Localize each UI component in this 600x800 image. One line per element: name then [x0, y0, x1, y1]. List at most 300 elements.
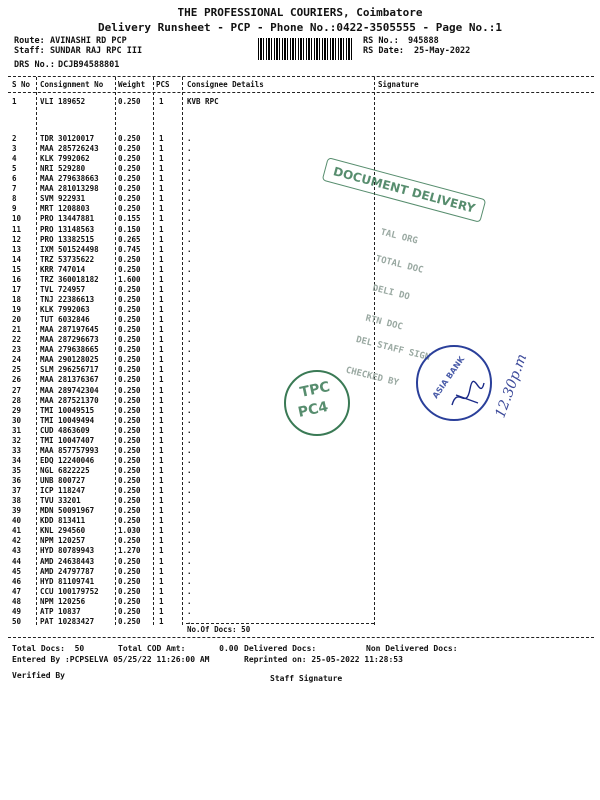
staff-label: Staff: [14, 46, 45, 56]
barcode-icon [258, 38, 353, 60]
row-pcs: 1 [159, 556, 164, 566]
row-sno: 12 [12, 234, 22, 244]
row-weight: 1.270 [118, 546, 141, 556]
row-consignment-no: MRT 1208803 [40, 204, 90, 214]
row-sno: 18 [12, 294, 22, 304]
rs-no-value: 945888 [408, 36, 439, 46]
row-weight: 0.250 [118, 606, 141, 616]
row-pcs: 1 [159, 496, 164, 506]
row-consignee: . [187, 496, 192, 506]
faint-stamp-text: CHECKED BY [344, 365, 400, 389]
row-weight: 0.250 [118, 536, 141, 546]
row-sno: 34 [12, 455, 22, 465]
row-pcs: 1 [159, 596, 164, 606]
row-pcs: 1 [159, 445, 164, 455]
row-weight: 0.250 [118, 435, 141, 445]
row-sno: 44 [12, 556, 22, 566]
row-consignment-no: PRO 13382515 [40, 234, 95, 244]
row-consignee: . [187, 415, 192, 425]
row-pcs: 1 [159, 516, 164, 526]
row-consignee: . [187, 576, 192, 586]
row-weight: 0.155 [118, 214, 141, 224]
col-signature: Signature [378, 80, 419, 89]
row-sno: 38 [12, 496, 22, 506]
row-weight: 0.250 [118, 315, 141, 325]
row-pcs: 1 [159, 415, 164, 425]
bank-seal-text: ASIA BANK [430, 354, 467, 401]
row-consignee: . [187, 274, 192, 284]
row-consignment-no: VLI 189652 [40, 97, 86, 106]
row-consignee: . [187, 154, 192, 164]
staff-value: SUNDAR RAJ RPC III [50, 46, 143, 56]
row-pcs: 1 [159, 546, 164, 556]
row-sno: 10 [12, 214, 22, 224]
runsheet-title: Delivery Runsheet - PCP - Phone No.:0422-3505555 - Page No.:1 [98, 21, 502, 34]
route-label: Route: [14, 36, 45, 46]
row-consignment-no: PAT 10283427 [40, 616, 95, 626]
row-consignee: . [187, 284, 192, 294]
row-weight: 0.250 [118, 425, 141, 435]
document-delivery-stamp: DOCUMENT DELIVERY [322, 157, 487, 223]
docs-rule [186, 623, 374, 624]
row-weight: 0.150 [118, 224, 141, 234]
row-pcs: 1 [159, 506, 164, 516]
row-consignee: . [187, 174, 192, 184]
row-sno: 19 [12, 305, 22, 315]
row-consignee: . [187, 395, 192, 405]
row-weight: 0.250 [118, 184, 141, 194]
row-sno: 28 [12, 395, 22, 405]
row-weight: 1.030 [118, 526, 141, 536]
row-consignment-no: SVM 922931 [40, 194, 86, 204]
row-sno: 47 [12, 586, 22, 596]
row-consignment-no: TNJ 22386613 [40, 294, 95, 304]
row-weight: 0.250 [118, 415, 141, 425]
rs-date-label: RS Date: [363, 46, 404, 56]
row-pcs: 1 [159, 264, 164, 274]
column-divider [36, 77, 37, 625]
column-divider [115, 77, 116, 625]
row-consignment-no: UNB 800727 [40, 476, 86, 486]
row-consignment-no: HYD 81109741 [40, 576, 95, 586]
row-consignee: . [187, 465, 192, 475]
row-consignment-no: AMD 24797787 [40, 566, 95, 576]
row-consignment-no: TUT 6032846 [40, 315, 90, 325]
row-consignee: . [187, 516, 192, 526]
row-consignment-no: TRZ 360018182 [40, 274, 99, 284]
row-consignee: . [187, 264, 192, 274]
row-sno: 36 [12, 476, 22, 486]
row-sno: 48 [12, 596, 22, 606]
row-sno: 39 [12, 506, 22, 516]
row-weight: 0.250 [118, 445, 141, 455]
row-sno: 22 [12, 335, 22, 345]
tpc-stamp-text: TPC [298, 379, 332, 401]
row-pcs: 1 [159, 365, 164, 375]
row-weight: 0.250 [118, 395, 141, 405]
row-weight: 0.250 [118, 164, 141, 174]
entered-by: Entered By :PCPSELVA 05/25/22 11:26:00 AM [12, 655, 210, 664]
row-sno: 32 [12, 435, 22, 445]
row-sno: 29 [12, 405, 22, 415]
row-pcs: 1 [159, 174, 164, 184]
col-consignment: Consignment No [40, 80, 104, 89]
column-divider [374, 77, 375, 625]
table-top-rule [8, 76, 594, 77]
row-sno: 15 [12, 264, 22, 274]
row-pcs: 1 [159, 164, 164, 174]
row-sno: 5 [12, 164, 17, 174]
row-sno: 37 [12, 486, 22, 496]
row-consignment-no: MAA 287197645 [40, 325, 99, 335]
row-consignee: . [187, 204, 192, 214]
row-consignment-no: PRO 13447881 [40, 214, 95, 224]
row-consignment-no: KLK 7992062 [40, 154, 90, 164]
row-consignment-no: MDN 50091967 [40, 506, 95, 516]
row-weight: 0.250 [118, 465, 141, 475]
row-consignment-no: MAA 281013298 [40, 184, 99, 194]
column-divider [182, 77, 183, 625]
row-consignment-no: MAA 289742304 [40, 385, 99, 395]
col-consignee: Consignee Details [187, 80, 264, 89]
row-consignee: . [187, 405, 192, 415]
row-sno: 16 [12, 274, 22, 284]
row-pcs: 1 [159, 385, 164, 395]
row-weight: 0.250 [118, 385, 141, 395]
row-consignment-no: TRZ 53735622 [40, 254, 95, 264]
row-consignee: . [187, 546, 192, 556]
row-weight: 0.250 [118, 144, 141, 154]
row-pcs: 1 [159, 476, 164, 486]
row-sno: 8 [12, 194, 17, 204]
row-consignment-no: MAA 857757993 [40, 445, 99, 455]
row-consignment-no: KLK 7992063 [40, 305, 90, 315]
row-weight: 0.250 [118, 556, 141, 566]
row-consignee: . [187, 254, 192, 264]
row-sno: 17 [12, 284, 22, 294]
total-cod-amount: Total COD Amt: 0.00 [118, 644, 239, 653]
row-consignment-no: EDQ 12240046 [40, 455, 95, 465]
row-consignee: . [187, 134, 192, 143]
row-weight: 0.250 [118, 375, 141, 385]
row-weight: 0.250 [118, 506, 141, 516]
row-consignment-no: MAA 279638665 [40, 345, 99, 355]
row-weight: 0.250 [118, 294, 141, 304]
row-consignment-no: NPM 120257 [40, 536, 86, 546]
row-consignee: . [187, 586, 192, 596]
row-pcs: 1 [159, 154, 164, 164]
row-sno: 4 [12, 154, 17, 164]
row-sno: 20 [12, 315, 22, 325]
row-pcs: 1 [159, 375, 164, 385]
row-consignment-no: MAA 287521370 [40, 395, 99, 405]
row-consignment-no: MAA 285726243 [40, 144, 99, 154]
row-consignee: . [187, 536, 192, 546]
row-consignee: . [187, 476, 192, 486]
row-weight: 0.745 [118, 244, 141, 254]
row-pcs: 1 [159, 606, 164, 616]
row-consignment-no: ATP 10837 [40, 606, 81, 616]
row-consignment-no: TDR 30120017 [40, 134, 95, 143]
row-consignee: . [187, 294, 192, 304]
faint-stamp-text: TOTAL DOC [374, 254, 425, 276]
row-weight: 0.250 [118, 596, 141, 606]
row-consignee: . [187, 596, 192, 606]
row-sno: 49 [12, 606, 22, 616]
row-sno: 7 [12, 184, 17, 194]
row-consignment-no: TMI 10049494 [40, 415, 95, 425]
row-consignee: . [187, 486, 192, 496]
row-sno: 9 [12, 204, 17, 214]
row-consignee: . [187, 506, 192, 516]
row-sno: 35 [12, 465, 22, 475]
row-sno: 31 [12, 425, 22, 435]
row-consignee: . [187, 305, 192, 315]
row-weight: 0.250 [118, 405, 141, 415]
row-weight: 0.250 [118, 516, 141, 526]
row-consignee: . [187, 385, 192, 395]
row-consignment-no: SLM 296256717 [40, 365, 99, 375]
row-weight: 0.265 [118, 234, 141, 244]
row-consignee: . [187, 214, 192, 224]
row-sno: 30 [12, 415, 22, 425]
row-weight: 0.250 [118, 335, 141, 345]
row-pcs: 1 [159, 325, 164, 335]
row-consignment-no: MAA 281376367 [40, 375, 99, 385]
row-sno: 2 [12, 134, 17, 143]
row-sno: 41 [12, 526, 22, 536]
row-weight: 0.250 [118, 486, 141, 496]
row-weight: 0.250 [118, 284, 141, 294]
row-weight: 0.250 [118, 174, 141, 184]
row-pcs: 1 [159, 335, 164, 345]
row-consignee: . [187, 325, 192, 335]
row-weight: 0.250 [118, 325, 141, 335]
drs-value: DCJB94588801 [58, 60, 120, 70]
row-consignee: . [187, 184, 192, 194]
reprinted-on: Reprinted on: 25-05-2022 11:28:53 [244, 655, 403, 664]
row-pcs: 1 [159, 305, 164, 315]
row-consignee: . [187, 244, 192, 254]
row-pcs: 1 [159, 234, 164, 244]
row-pcs: 1 [159, 214, 164, 224]
row-pcs: 1 [159, 315, 164, 325]
row-consignee: KVB RPC [187, 97, 219, 106]
col-sno: S No [12, 80, 31, 89]
row-weight: 0.250 [118, 204, 141, 214]
row-consignee: . [187, 345, 192, 355]
row-consignee: . [187, 526, 192, 536]
row-sno: 3 [12, 144, 17, 154]
row-consignee: . [187, 315, 192, 325]
faint-stamp-text: RTN DOC [364, 313, 404, 333]
rs-no-label: RS No.: [363, 36, 399, 46]
row-weight: 0.250 [118, 586, 141, 596]
row-consignment-no: NGL 6822225 [40, 465, 90, 475]
row-pcs: 1 [159, 425, 164, 435]
row-pcs: 1 [159, 345, 164, 355]
row-weight: 0.250 [118, 496, 141, 506]
no-of-docs: No.Of Docs: 50 [187, 625, 251, 634]
row-sno: 25 [12, 365, 22, 375]
row-consignment-no: TVU 33201 [40, 496, 81, 506]
handwritten-time: 12.30p.m [492, 351, 531, 421]
row-consignment-no: HYD 80789943 [40, 546, 95, 556]
row-sno: 40 [12, 516, 22, 526]
row-sno: 33 [12, 445, 22, 455]
row-pcs: 1 [159, 566, 164, 576]
row-sno: 26 [12, 375, 22, 385]
row-weight: 0.250 [118, 264, 141, 274]
row-pcs: 1 [159, 586, 164, 596]
row-sno: 1 [12, 97, 17, 106]
verified-by: Verified By [12, 671, 65, 680]
row-weight: 0.250 [118, 194, 141, 204]
row-consignee: . [187, 335, 192, 345]
row-pcs: 1 [159, 405, 164, 415]
row-sno: 42 [12, 536, 22, 546]
row-consignment-no: NPM 120256 [40, 596, 86, 606]
row-sno: 21 [12, 325, 22, 335]
row-consignment-no: IXM 501524498 [40, 244, 99, 254]
row-pcs: 1 [159, 465, 164, 475]
row-sno: 24 [12, 355, 22, 365]
row-weight: 0.250 [118, 305, 141, 315]
row-consignee: . [187, 425, 192, 435]
row-sno: 23 [12, 345, 22, 355]
row-pcs: 1 [159, 184, 164, 194]
signature-scribble-icon [448, 375, 488, 415]
row-consignment-no: TVL 724957 [40, 284, 86, 294]
row-weight: 0.250 [118, 154, 141, 164]
row-sno: 46 [12, 576, 22, 586]
row-consignment-no: MAA 279638663 [40, 174, 99, 184]
faint-stamp-text: DEL STAFF SIGN [354, 334, 431, 364]
row-sno: 45 [12, 566, 22, 576]
row-pcs: 1 [159, 486, 164, 496]
row-pcs: 1 [159, 134, 164, 143]
col-pcs: PCS [156, 80, 170, 89]
row-weight: 0.250 [118, 576, 141, 586]
row-sno: 14 [12, 254, 22, 264]
row-weight: 0.250 [118, 134, 141, 143]
row-consignee: . [187, 224, 192, 234]
row-weight: 0.250 [118, 254, 141, 264]
row-weight: 0.250 [118, 355, 141, 365]
row-pcs: 1 [159, 144, 164, 154]
row-weight: 0.250 [118, 616, 141, 626]
row-weight: 0.250 [118, 455, 141, 465]
staff-signature: Staff Signature [270, 674, 343, 683]
row-consignee: . [187, 455, 192, 465]
row-pcs: 1 [159, 526, 164, 536]
row-consignment-no: CCU 100179752 [40, 586, 99, 596]
row-consignment-no: TMI 10049515 [40, 405, 95, 415]
row-consignee: . [187, 365, 192, 375]
row-consignee: . [187, 375, 192, 385]
row-consignee: . [187, 164, 192, 174]
row-weight: 0.250 [118, 365, 141, 375]
tpc-stamp [284, 370, 350, 436]
row-pcs: 1 [159, 284, 164, 294]
row-pcs: 1 [159, 576, 164, 586]
row-consignment-no: MAA 290128025 [40, 355, 99, 365]
row-weight: 0.250 [118, 476, 141, 486]
row-pcs: 1 [159, 616, 164, 626]
row-consignee: . [187, 566, 192, 576]
row-pcs: 1 [159, 224, 164, 234]
row-consignee: . [187, 445, 192, 455]
row-weight: 1.600 [118, 274, 141, 284]
row-pcs: 1 [159, 355, 164, 365]
total-docs: Total Docs: 50 [12, 644, 85, 653]
row-consignment-no: CUD 4863609 [40, 425, 90, 435]
row-sno: 11 [12, 224, 22, 234]
row-pcs: 1 [159, 294, 164, 304]
row-consignee: . [187, 234, 192, 244]
row-pcs: 1 [159, 194, 164, 204]
route-value: AVINASHI RD PCP [50, 36, 127, 46]
row-sno: 50 [12, 616, 22, 626]
row-pcs: 1 [159, 435, 164, 445]
row-weight: 0.250 [118, 566, 141, 576]
row-sno: 6 [12, 174, 17, 184]
row-pcs: 1 [159, 204, 164, 214]
row-consignee: . [187, 144, 192, 154]
row-consignment-no: TMI 10047407 [40, 435, 95, 445]
row-pcs: 1 [159, 536, 164, 546]
row-consignment-no: ICP 118247 [40, 486, 86, 496]
row-pcs: 1 [159, 254, 164, 264]
row-pcs: 1 [159, 455, 164, 465]
row-consignment-no: KNL 294560 [40, 526, 86, 536]
row-consignment-no: KDD 813411 [40, 516, 86, 526]
row-consignee: . [187, 194, 192, 204]
row-consignment-no: KRR 747014 [40, 264, 86, 274]
delivered-docs: Delivered Docs: [244, 644, 317, 653]
row-pcs: 1 [159, 395, 164, 405]
faint-stamp-text: TAL ORG [379, 227, 419, 247]
table-bottom-rule [8, 637, 594, 638]
row-pcs: 1 [159, 97, 164, 106]
faint-stamp-text: DELI DO [371, 283, 411, 303]
row-pcs: 1 [159, 244, 164, 254]
row-consignment-no: NRI 529280 [40, 164, 86, 174]
pc4-stamp-text: PC4 [296, 399, 330, 421]
row-consignee: . [187, 606, 192, 616]
row-consignment-no: AMD 24638443 [40, 556, 95, 566]
company-title: THE PROFESSIONAL COURIERS, Coimbatore [177, 6, 423, 19]
row-consignment-no: PRO 13148563 [40, 224, 95, 234]
row-consignee: . [187, 355, 192, 365]
row-consignee: . [187, 556, 192, 566]
non-delivered-docs: Non Delivered Docs: [366, 644, 458, 653]
row-weight: 0.250 [118, 345, 141, 355]
row-pcs: 1 [159, 274, 164, 284]
row-weight: 0.250 [118, 97, 141, 106]
row-consignee: . [187, 435, 192, 445]
drs-label: DRS No.: [14, 60, 55, 70]
column-divider [153, 77, 154, 625]
row-consignee: . [187, 616, 192, 626]
row-sno: 13 [12, 244, 22, 254]
row-consignment-no: MAA 287296673 [40, 335, 99, 345]
row-sno: 43 [12, 546, 22, 556]
rs-date-value: 25-May-2022 [414, 46, 471, 56]
table-header-rule [8, 92, 594, 93]
row-sno: 27 [12, 385, 22, 395]
col-weight: Weight [118, 80, 146, 89]
